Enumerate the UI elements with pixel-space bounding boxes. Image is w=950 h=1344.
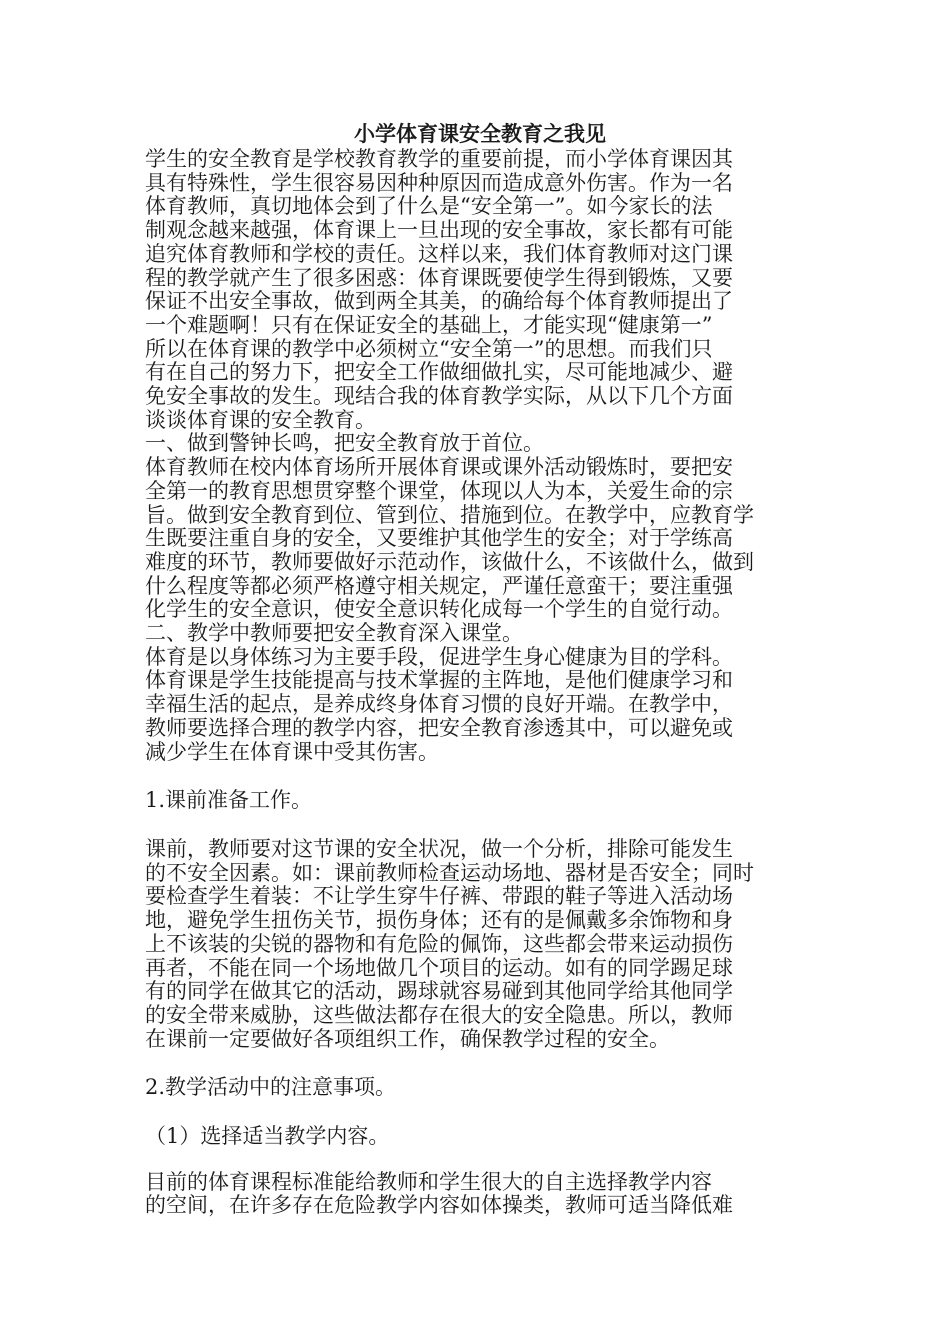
- text-line: 全第一的教育思想贯穿整个课堂，体现以人为本，关爱生命的宗: [145, 478, 733, 503]
- text-line: 体育课是学生技能提高与技术掌握的主阵地，是他们健康学习和: [145, 668, 733, 693]
- sub2-1-paragraph: [145, 1171, 815, 1218]
- text-line: 的空间，在许多存在危险教学内容如体操类，教师可适当降低难: [145, 1193, 733, 1218]
- text-line: 体育是以身体练习为主要手段，促进学生身心健康为目的学科。: [145, 644, 733, 669]
- intro-paragraph: [145, 148, 815, 432]
- text-line: 所以在体育课的教学中必须树立“安全第一”的思想。而我们只: [145, 336, 713, 361]
- text-line: 保证不出安全事故，做到两全其美，的确给每个体育教师提出了: [145, 289, 733, 314]
- text-line: 化学生的安全意识，使安全意识转化成每一个学生的自觉行动。: [145, 597, 733, 622]
- text-line: 程的教学就产生了很多困惑：体育课既要使学生得到锻炼，又要: [145, 265, 733, 290]
- text-line: 的安全带来威胁，这些做法都存在很大的安全隐患。所以，教师: [145, 1002, 733, 1027]
- section2-paragraph: [145, 646, 815, 765]
- text-line: 生既要注重自身的安全，又要维护其他学生的安全；对于学练高: [145, 526, 733, 551]
- text-line: 课前，教师要对这节课的安全状况，做一个分析，排除可能发生: [145, 836, 733, 861]
- text-line: 教师要选择合理的教学内容，把安全教育渗透其中，可以避免或: [145, 715, 733, 740]
- text-line: 在课前一定要做好各项组织工作，确保教学过程的安全。: [145, 1026, 670, 1051]
- text-line: 体育教师，真切地体会到了什么是“安全第一”。如今家长的法: [145, 194, 713, 219]
- text-line: 体育教师在校内体育场所开展体育课或课外活动锻炼时，要把安: [145, 455, 733, 480]
- text-line: 有在自己的努力下，把安全工作做细做扎实，尽可能地减少、避: [145, 360, 733, 385]
- text-line: 一个难题啊！只有在保证安全的基础上，才能实现“健康第一”: [145, 312, 713, 337]
- text-line: 有的同学在做其它的活动，踢球就容易碰到其他同学给其他同学: [145, 979, 733, 1004]
- text-line: 目前的体育课程标准能给教师和学生很大的自主选择教学内容: [145, 1169, 712, 1194]
- text-line: 再者，不能在同一个场地做几个项目的运动。如有的同学踢足球: [145, 955, 733, 980]
- text-line: 要检查学生着装：不让学生穿牛仔裤、带跟的鞋子等进入活动场: [145, 884, 733, 909]
- document-title: 小学体育课安全教育之我见: [354, 121, 606, 146]
- sub1-paragraph: [145, 838, 815, 1051]
- text-line: 什么程度等都必须严格遵守相关规定，严谨任意蛮干；要注重强: [145, 573, 733, 598]
- text-line: 学生的安全教育是学校教育教学的重要前提，而小学体育课因其: [145, 147, 733, 171]
- subheading-1: 1.课前准备工作。: [145, 788, 313, 813]
- text-line: 免安全事故的发生。现结合我的体育教学实际，从以下几个方面: [145, 384, 733, 409]
- text-line: 难度的环节，教师要做好示范动作，该做什么，不该做什么，做到: [145, 549, 754, 574]
- text-line: 具有特殊性，学生很容易因种种原因而造成意外伤害。作为一名: [145, 170, 733, 195]
- text-line: 上不该装的尖锐的器物和有危险的佩饰，这些都会带来运动损伤: [145, 931, 733, 956]
- section-heading-1: 一、做到警钟长鸣，把安全教育放于首位。: [145, 431, 544, 456]
- text-line: 旨。做到安全教育到位、管到位、措施到位。在教学中，应教育学: [145, 502, 754, 527]
- text-line: 的不安全因素。如：课前教师检查运动场地、器材是否安全；同时: [145, 860, 754, 885]
- document-page: [145, 120, 815, 1218]
- text-line: 地，避免学生扭伤关节，损伤身体；还有的是佩戴多余饰物和身: [145, 908, 733, 933]
- subheading-2-1: （1）选择适当教学内容。: [145, 1124, 390, 1149]
- text-line: 追究体育教师和学校的责任。这样以来，我们体育教师对这门课: [145, 241, 733, 266]
- section-heading-2: 二、教学中教师要把安全教育深入课堂。: [145, 621, 523, 646]
- text-line: 减少学生在体育课中受其伤害。: [145, 739, 439, 764]
- text-line: 幸福生活的起点，是养成终身体育习惯的良好开端。在教学中，: [145, 692, 733, 717]
- text-line: 制观念越来越强，体育课上一旦出现的安全事故，家长都有可能: [145, 218, 733, 243]
- text-line: 谈谈体育课的安全教育。: [145, 407, 376, 432]
- section1-paragraph: [145, 456, 815, 622]
- subheading-2: 2.教学活动中的注意事项。: [145, 1075, 397, 1100]
